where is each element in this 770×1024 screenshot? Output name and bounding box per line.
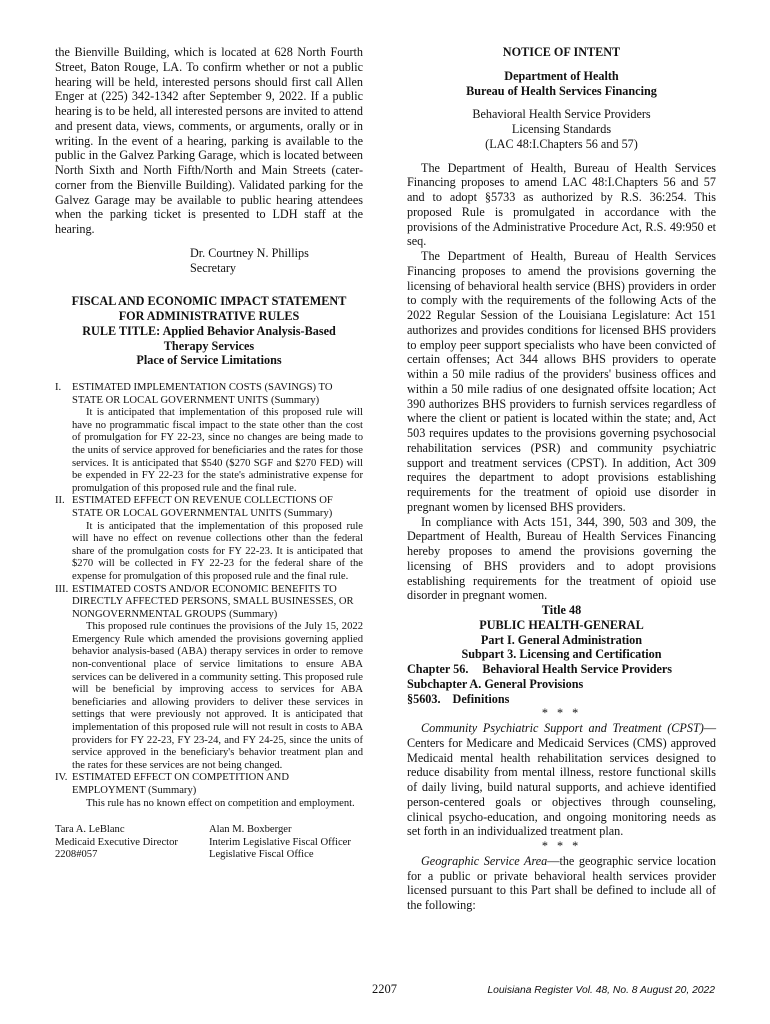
subchapter-heading: Subchapter A. General Provisions bbox=[407, 676, 584, 691]
title-name: PUBLIC HEALTH-GENERAL bbox=[479, 617, 644, 632]
rule-title-line2: Therapy Services bbox=[163, 338, 255, 353]
journal-citation: Louisiana Register Vol. 48, No. 8 August 20, 2022 bbox=[487, 985, 715, 996]
hearing-paragraph: the Bienville Building, which is located at 628 North Fourth Street, Baton Rouge, LA. To confirm whether or not a public hearing will be held, interested persons should first call Allen Enger at (225) 342-1342 after September 9, 2022. If a public hearing is to be held, all interested persons are invited to attend and present data, views, comments, or arguments, orally or in writing. In the event of a hearing, parking is available to the public in the Galvez Parking Garage, which is located between North Sixth and North Fifth/North and Main Streets (cater-corner from the Bienville Building). Validated parking for the Galvez Garage may be available to public hearing attendees when the parking ticket is presented to LDH staff at the hearing. bbox=[55, 45, 363, 236]
sig-right bbox=[209, 824, 363, 862]
agency-heading bbox=[407, 69, 716, 99]
item-number: III. bbox=[55, 583, 69, 595]
cpst-text: —Centers for Medicare and Medicaid Services (CMS) approved Medicaid mental health rehabilitation services designed to reduce disability from mental illness, restore functional skills of daily living, build natural supports, and achieve identified person-centered goals or objectives through counseling, clinical psycho-education, and ongoing monitoring needs as set forth in an individualized treatment plan. bbox=[407, 721, 716, 839]
item-text: It is anticipated that the implementation of this proposed rule will have no effect on revenue collections other than the federal share of the promulgation costs for FY 22-23. It is anticipated that $270 will be collected in FY 22-23 for the federal share of the expense for promulgation of this proposed rule and the final rule. bbox=[72, 520, 363, 582]
item-number: I. bbox=[55, 382, 62, 393]
chapter-title: Behavioral Health Service Providers bbox=[482, 662, 673, 676]
item-heading: ESTIMATED EFFECT ON COMPETITION AND EMPLOYMENT (Summary) bbox=[72, 772, 289, 796]
item-heading: ESTIMATED COSTS AND/OR ECONOMIC BENEFITS TO DIRECTLY AFFECTED PERSONS, SMALL BUSINESSES, OR NONGOVERNMENTAL GROUPS (Summary) bbox=[72, 583, 354, 620]
bureau-name: Bureau of Health Services Financing bbox=[466, 83, 657, 98]
intro-paragraph-2: The Department of Health, Bureau of Health Services Financing proposes to amend the provisions governing the licensing of behavioral health service (BHS) providers in order to comply with the requirements of the following Acts of the 2022 Regular Session of the Louisiana Legislature: Act 151 authorizes and provides conditions for licensed BHS providers to employ peer support specialists who have been convicted of certain offenses; Act 344 allows BHS providers to operate within a 50 mile radius of the providers' business offices and within a 50 mile radius of one designated offsite location; Act 390 authorizes BHS providers to furnish services regardless of where the client or patient is located within the state; and, Act 503 requires updates to the provisions governing psychosocial rehabilitation services (PSR) and community psychiatric support and treatment services (CPST). In addition, Act 309 requires the department to adopt provisions establishing requirements for the treatment of opioid use disorder in pregnant women by licensed BHS providers. bbox=[407, 249, 716, 514]
item-number: IV. bbox=[55, 772, 68, 784]
item-heading: ESTIMATED EFFECT ON REVENUE COLLECTIONS OF STATE OR LOCAL GOVERNMENTAL UNITS (Summary) bbox=[72, 495, 333, 519]
geo-text: —the geographic service location for a public or private behavioral health services provider licensed pursuant to this Part shall be defined to include all of the following: bbox=[407, 853, 716, 912]
title-number: Title 48 bbox=[541, 603, 582, 617]
page-number: 2207 bbox=[372, 982, 397, 996]
intro-paragraph-3: In compliance with Acts 151, 344, 390, 503 and 309, the Department of Health, Bureau of Health Services Financing hereby proposes to amend the provisions governing the licensing of BHS providers and to adopt provisions establishing requirements for the treatment of opioid use disorder in pregnant women. bbox=[407, 514, 716, 603]
sig-right-name: Alan M. Boxberger bbox=[209, 824, 292, 836]
sig-left bbox=[55, 824, 209, 862]
fiscal-item-2 bbox=[55, 495, 363, 583]
chapter-heading bbox=[407, 662, 716, 677]
section-number: §5603. bbox=[407, 691, 441, 706]
fiscal-heading-line2: FOR ADMINISTRATIVE RULES bbox=[118, 309, 300, 323]
fiscal-item-1 bbox=[55, 382, 363, 495]
sig-left-name: Tara A. LeBlanc bbox=[55, 824, 125, 836]
fiscal-heading-line1: FISCAL AND ECONOMIC IMPACT STATEMENT bbox=[71, 294, 347, 309]
fiscal-heading bbox=[55, 294, 363, 368]
subject-line1: Behavioral Health Service Providers bbox=[472, 107, 651, 122]
geo-definition bbox=[407, 854, 716, 913]
item-text: This rule has no known effect on competition and employment. bbox=[86, 797, 355, 809]
cpst-definition bbox=[407, 721, 716, 839]
notice-heading: NOTICE OF INTENT bbox=[502, 45, 621, 59]
subject-line3: (LAC 48:I.Chapters 56 and 57) bbox=[485, 136, 638, 151]
item-text: This proposed rule continues the provisions of the July 15, 2022 Emergency Rule which amended the provisions governing applied behavior analysis-based (ABA) therapy services in order to remove non-conventional place of service limitations to ensure ABA services can be delivered in a community setting. This proposed rule will be beneficial by improving access to services for ABA beneficiaries and allowing providers to deliver these services in settings that were previously not approved. It is anticipated that implementation of this proposed rule will not result in costs to ABA providers for FY 22-23, FY 23-24, and FY 24-25, since the units of service approved in the beneficiary's behavior treatment plan and the rates for these services are not being changed. bbox=[72, 621, 363, 771]
item-text: It is anticipated that implementation of this proposed rule will have no programmatic fiscal impact to the state other than the cost of promulgation for FY 22-23, since no changes are being made to the units of service approved for beneficiaries and the rates for those services. It is anticipated that $540 ($270 SGF and $270 FED) will be expended in FY 22-23 for the state's administrative expense for promulgation of this proposed rule and the final rule. bbox=[72, 407, 363, 494]
cpst-term: Community Psychiatric Support and Treatment (CPST) bbox=[421, 721, 704, 735]
doc-code: 2208#057 bbox=[55, 849, 98, 861]
ellipsis-stars-2: * * * bbox=[541, 839, 582, 853]
sig-right-title2: Legislative Fiscal Office bbox=[209, 849, 314, 861]
signer-name: Dr. Courtney N. Phillips bbox=[190, 245, 309, 260]
rule-title-line1: RULE TITLE: Applied Behavior Analysis-Based bbox=[82, 323, 336, 338]
rule-subject bbox=[407, 107, 716, 151]
department-name: Department of Health bbox=[504, 68, 619, 83]
sig-left-title: Medicaid Executive Director bbox=[55, 836, 178, 848]
item-number: II. bbox=[55, 495, 65, 507]
sig-right-title1: Interim Legislative Fiscal Officer bbox=[209, 836, 351, 848]
fiscal-item-4 bbox=[55, 772, 363, 810]
fiscal-item-3 bbox=[55, 584, 363, 773]
right-column bbox=[407, 45, 716, 913]
fiscal-items bbox=[55, 382, 363, 810]
part-heading: Part I. General Administration bbox=[480, 632, 643, 647]
item-heading: ESTIMATED IMPLEMENTATION COSTS (SAVINGS) TO STATE OR LOCAL GOVERNMENT UNITS (Summary) bbox=[72, 382, 333, 406]
left-column bbox=[55, 45, 363, 862]
page-footer bbox=[0, 982, 770, 998]
fiscal-signatures bbox=[55, 824, 363, 862]
ellipsis-stars-1: * * * bbox=[541, 706, 582, 721]
intro-paragraph-1: The Department of Health, Bureau of Health Services Financing proposes to amend LAC 48:I.Chapters 56 and 57 and to adopt §5733 as authorized by R.S. 36:254. This proposed Rule is promulgated in accordance with the provisions of the Administrative Procedure Act, R.S. 49:950 et seq. bbox=[407, 160, 716, 249]
rule-title-line3: Place of Service Limitations bbox=[136, 353, 282, 368]
section-title: Definitions bbox=[452, 691, 510, 706]
geo-term: Geographic Service Area bbox=[421, 853, 548, 868]
signer-title: Secretary bbox=[190, 260, 237, 275]
intro-paragraphs bbox=[407, 161, 716, 604]
section-heading bbox=[407, 692, 716, 707]
subpart-heading: Subpart 3. Licensing and Certification bbox=[461, 647, 662, 662]
secretary-signature bbox=[190, 246, 363, 276]
chapter-number: Chapter 56. bbox=[407, 662, 469, 676]
subject-line2: Licensing Standards bbox=[511, 122, 612, 136]
